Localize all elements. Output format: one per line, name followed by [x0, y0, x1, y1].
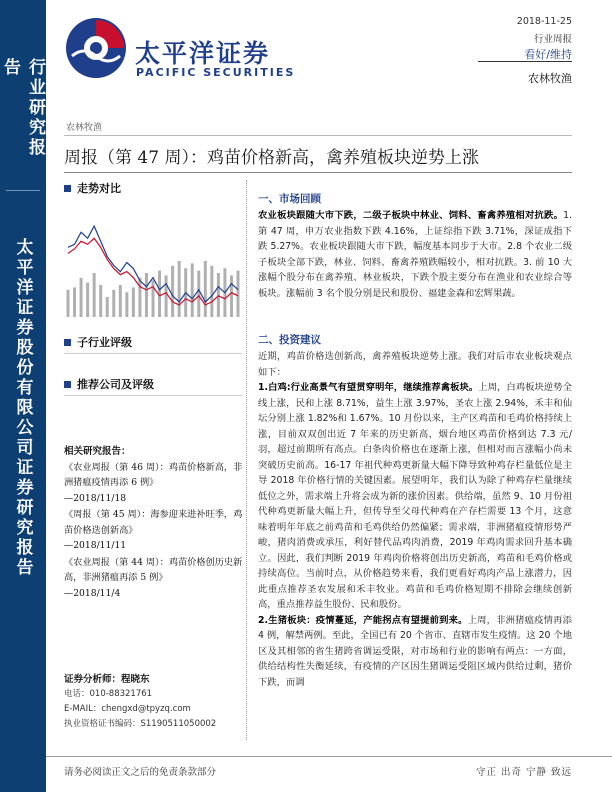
left-divider — [64, 353, 242, 354]
market-review-heading: 一、市场回顾 — [258, 193, 321, 205]
sidebar — [0, 0, 46, 792]
chart-volume-bar — [138, 278, 141, 317]
related-reports — [64, 444, 244, 602]
analyst-info — [64, 672, 244, 732]
column-divider — [246, 180, 247, 740]
breadcrumb: 农林牧渔 — [66, 123, 103, 133]
chart-volume-bar — [67, 290, 70, 317]
hog-lead: 2.生猪板块：疫情蔓延，产能拐点有望提前到来。 — [258, 614, 468, 626]
square-bullet-icon — [64, 185, 71, 192]
chart-volume-bar — [165, 275, 168, 317]
analyst-name: 证券分析师：程晓东 — [64, 674, 150, 685]
title-divider — [64, 172, 572, 173]
investment-advice-section — [258, 332, 572, 690]
chart-volume-bar — [80, 278, 83, 317]
chart-volume-bar — [119, 285, 122, 317]
sidebar-company-label: 太平洋证券股份有限公司证券研究报告 — [12, 238, 33, 578]
market-review-text — [258, 208, 572, 301]
chart-volume-bar — [171, 266, 174, 317]
related-report-date: —2018/11/18 — [64, 492, 127, 504]
brand-name-cn: 太平洋证券 — [135, 39, 271, 68]
industry-name: 农林牧渔 — [528, 72, 572, 85]
white-chicken-paragraph — [258, 380, 572, 613]
header-divider — [478, 61, 572, 62]
market-review-lead: 农业板块跟随大市下跌，二级子板块中林业、饲料、畜禽养殖相对抗跌。 — [258, 210, 564, 221]
breadcrumb-divider — [64, 135, 572, 136]
chart-volume-bar — [73, 287, 76, 317]
report-type: 行业周报 — [533, 34, 572, 45]
trend-heading-label: 走势对比 — [77, 182, 121, 195]
analyst-email[interactable]: E-MAIL：chengxd@tpyzq.com — [64, 704, 191, 714]
chart-volume-bar — [125, 292, 128, 317]
chart-volume-bar — [99, 285, 102, 317]
subindustry-rating-heading — [64, 334, 132, 350]
chart-volume-bar — [178, 261, 181, 317]
chart-volume-bar — [106, 297, 109, 317]
footer-slogan: 守正 出奇 宁静 致远 — [475, 767, 572, 778]
chart-volume-bar — [204, 261, 207, 317]
investment-advice-intro: 近期，鸡苗价格迭创新高，禽养殖板块逆势上涨。我们对后市农业板块观点如下： — [258, 351, 572, 378]
brand-name-en: PACIFIC SECURITIES — [136, 66, 296, 79]
square-bullet-icon — [64, 339, 71, 346]
chart-volume-bar — [210, 266, 213, 317]
chart-volume-bar — [152, 280, 155, 317]
left-divider — [64, 395, 242, 396]
related-report-item[interactable]: 《农业周报（第 44 周）：鸡苗价格创历史新高，非洲猪瘟再添 5 例》 — [64, 556, 243, 583]
page-title: 周报（第 47 周）：鸡苗价格新高，禽养殖板块逆势上涨 — [64, 148, 479, 168]
hog-body: 上周，非洲猪瘟疫情再添 4 例，解禁两例。至此，全国已有 20 个省市、直辖市发生疫情。这 20 个地区及其相邻的省生猪跨省调运受限，对市场和行业的影响有两点：一方面，供给结构性失衡延续，有疫情的产区因生猪调运受阻区域内供给过剩，猪价下跌，而调 — [258, 614, 572, 688]
related-report-item[interactable]: 《周报（第 45 周）：海参迎来进补旺季，鸡苗价格迭创新高》 — [64, 509, 243, 536]
recommended-companies-label: 推荐公司及评级 — [77, 378, 154, 391]
trend-chart — [64, 205, 242, 325]
report-date: 2018-11-25 — [516, 16, 572, 27]
investment-advice-heading: 二、投资建议 — [258, 334, 321, 346]
white-chicken-body: 上周，白鸡板块逆势全线上涨，民和上涨 8.71%，益生上涨 3.97%，圣农上涨 2.94%，禾丰和仙坛分别上涨 1.82%和 1.67%。10 月份以来，主产区鸡苗和毛鸡价格持续上涨，目前双双创出近 7 年来的历史新高，烟台地区鸡苗价格到达 7.3 元/羽，超过前期所有高点。白条肉价格也在逐渐上涨，但相对而言涨幅小尚未突破历史前高。16-17 年祖代种鸡更新量大幅下降导致种鸡存栏量低位是主导 2018 年价格行情的关键因素。展望明年，我们认为除了种鸡存栏量继续低位之外，需求端上升将会成为新的涨价因素。供给端，虽然 9、10 月份祖代种鸡更新量大幅上升，但传导至父母代种鸡在产存栏需要 13 个月，这意味着明年年底之前鸡苗和毛鸡供给仍然偏紧；需求端，非洲猪瘟疫情形势严峻，猪肉消费或承压，利好替代品鸡肉消费，2019 年鸡肉需求回升基本确立。因此，我们判断 2019 年鸡肉价格将创出历史新高，鸡苗和毛鸡价格或持续高位。当前时点，从价格趋势来看，我们更看好鸡肉产品上涨潜力，因此重点推荐圣农发展和禾丰牧业。鸡苗和毛鸡价格短期不排除会继续创新高，重点推荐益生股份、民和股份。 — [258, 382, 572, 610]
market-review-body: 1.第 47 周，申万农业指数下跌 4.16%，上证综指下跌 3.71%，深证成指下跌 5.27%。农业板块跟随大市下跌，幅度基本同步于大市。2.8 个农业二级子板块全部下跌，林业、饲料、畜禽养殖跌幅较小，相对抗跌。3. 前 10 大涨幅个股分布在禽养殖、林业板块，下跌个股主要分布在渔业和农业综合等板块。涨幅前 3 名个股分别是民和股份、福建金森和宏辉果蔬。 — [258, 210, 572, 299]
related-report-date: —2018/11/11 — [64, 540, 127, 551]
chart-volume-bar — [230, 275, 233, 317]
sidebar-divider — [6, 190, 40, 191]
related-reports-heading: 相关研究报告： — [64, 446, 131, 457]
chart-volume-bar — [217, 273, 220, 317]
hog-paragraph — [258, 613, 572, 691]
sidebar-report-category: 行业研究报告 — [0, 58, 45, 158]
related-report-item[interactable]: 《农业周报（第 46 周）：鸡苗价格新高，非洲猪瘟疫情再添 6 例》 — [64, 461, 243, 488]
chart-volume-bar — [86, 283, 89, 317]
chart-volume-bar — [132, 287, 135, 317]
chart-volume-bar — [93, 273, 96, 317]
chart-volume-bar — [237, 271, 240, 317]
chart-volume-bar — [112, 290, 115, 317]
analyst-phone: 电话：010-88321761 — [64, 689, 153, 699]
square-bullet-icon — [64, 381, 71, 388]
recommended-companies-heading — [64, 376, 154, 392]
white-chicken-lead: 1.白鸡:行业高景气有望贯穿明年，继续推荐禽板块。 — [258, 382, 479, 393]
subindustry-rating-label: 子行业评级 — [77, 336, 132, 349]
industry-rating: 看好/维持 — [524, 48, 572, 61]
trend-heading — [64, 180, 242, 196]
chart-volume-bar — [197, 271, 200, 317]
chart-volume-bar — [191, 263, 194, 317]
analyst-license: 执业资格证书编码：S1190511050002 — [64, 719, 217, 729]
chart-volume-bar — [145, 273, 148, 317]
pacific-securities-logo-icon — [64, 16, 128, 80]
footer-divider — [46, 756, 612, 757]
footer-disclaimer: 请务必阅读正文之后的免责条款部分 — [64, 767, 217, 778]
related-report-date: —2018/11/4 — [64, 587, 121, 599]
market-review-section — [258, 191, 572, 301]
